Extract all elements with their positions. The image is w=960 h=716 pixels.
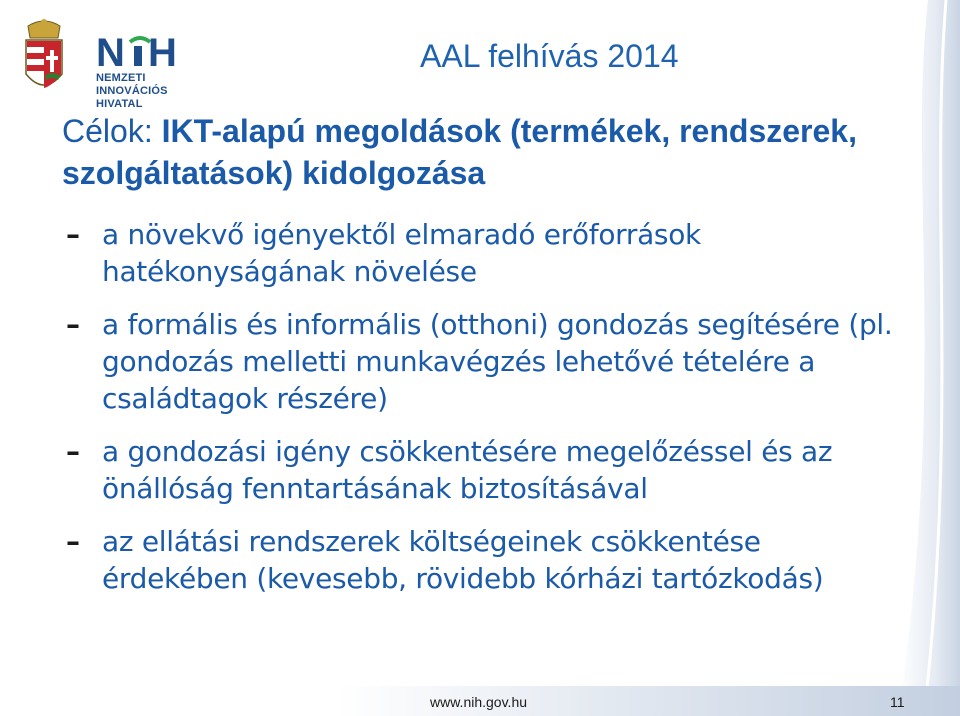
svg-text:N: N [96, 32, 125, 72]
heading-strong: IKT-alapú megoldások (termékek, rendszerek, szolgáltatások) kidolgozása [62, 113, 857, 191]
dash-bullet-icon: – [66, 308, 80, 341]
footer-url[interactable]: www.nih.gov.hu [430, 694, 528, 710]
list-item [62, 216, 912, 290]
bullet-text: az ellátási rendszerek költségeinek csökkentése érdekében (kevesebb, rövidebb kórházi tartózkodás) [102, 525, 824, 595]
bullet-text: a növekvő igényektől elmaradó erőforrások hatékonyságának növelése [102, 218, 701, 288]
org-name-line2: HIVATAL [96, 98, 143, 110]
coat-of-arms-icon [18, 16, 70, 100]
heading-lead: Célok: [62, 113, 162, 149]
slide-heading [62, 110, 882, 194]
dash-bullet-icon: – [66, 435, 80, 468]
dash-bullet-icon: – [66, 525, 80, 558]
org-name-line1: NEMZETI INNOVÁCIÓS [96, 72, 168, 97]
list-item [62, 433, 912, 507]
bullet-text: a formális és informális (otthoni) gondozás segítésére (pl. gondozás melletti munkavégzés lehetővé tételére a családtagok részére) [102, 308, 893, 415]
list-item [62, 523, 912, 597]
bullet-list [62, 216, 912, 613]
svg-text:H: H [148, 32, 177, 72]
dash-bullet-icon: – [66, 218, 80, 251]
list-item [62, 306, 912, 417]
nih-logo [14, 10, 204, 110]
page-number: 11 [890, 694, 905, 710]
bullet-text: a gondozási igény csökkentésére megelőzéssel és az önállóság fenntartásának biztosításával [102, 435, 833, 505]
nih-wordmark-icon [96, 32, 206, 72]
org-name [96, 72, 216, 111]
slide-title: AAL felhívás 2014 [420, 38, 679, 74]
